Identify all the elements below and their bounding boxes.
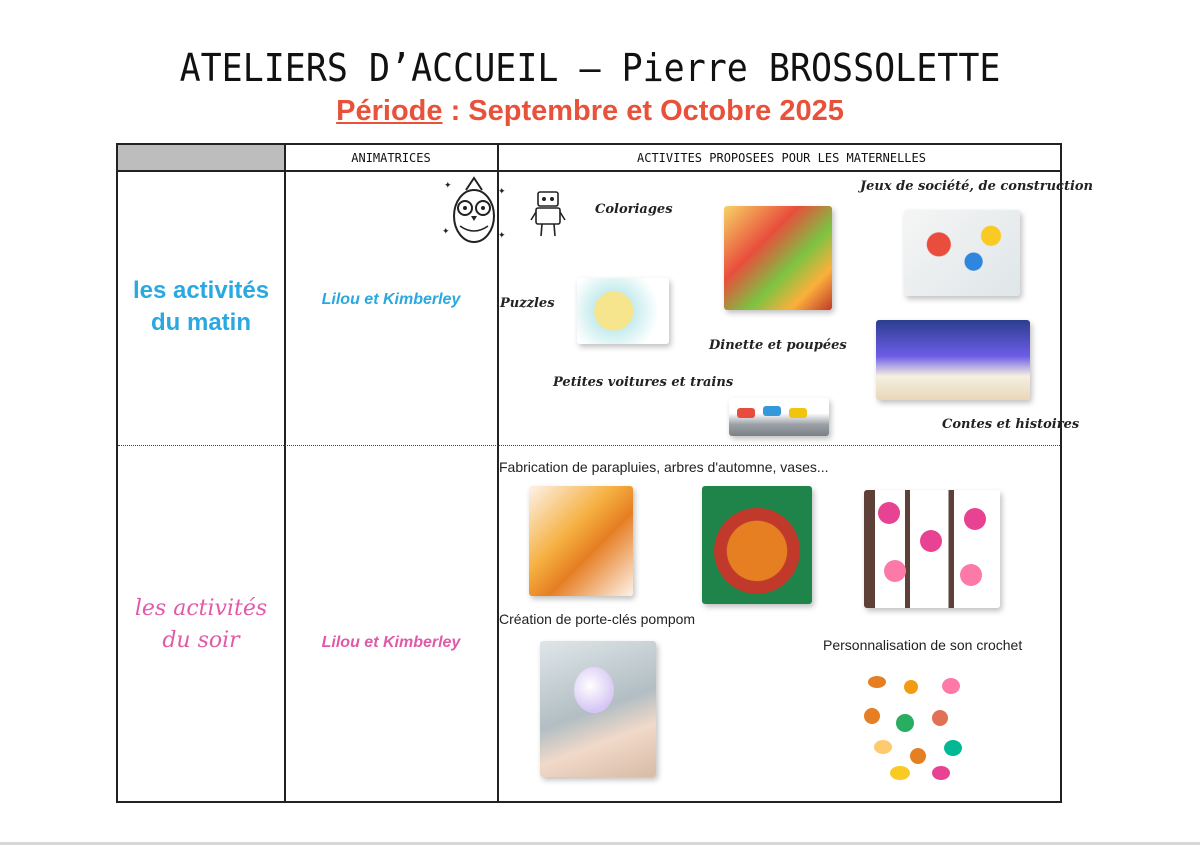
voitures-photo <box>729 398 829 436</box>
period-subtitle <box>0 95 1180 128</box>
header-animatrices: ANIMATRICES <box>351 151 431 165</box>
period-dates: : Septembre et Octobre 2025 <box>442 95 844 127</box>
header-divider <box>118 170 1060 172</box>
caption-contes: Contes et histoires <box>942 417 1080 432</box>
header-activites: ACTIVITES PROPOSEES POUR LES MATERNELLES <box>637 151 926 165</box>
morning-label-line1: les activités <box>132 277 270 304</box>
morning-label <box>118 275 284 339</box>
row-divider <box>118 445 1060 446</box>
caption-crochet: Personnalisation de son crochet <box>823 637 1023 653</box>
contes-photo <box>876 320 1030 400</box>
page-title: ATELIERS D’ACCUEIL – Pierre BROSSOLETTE <box>179 46 1001 90</box>
svg-text:✦: ✦ <box>498 186 506 196</box>
svg-text:✦: ✦ <box>444 180 452 190</box>
umbrella-craft-photo <box>529 486 633 596</box>
robot-illustration <box>530 188 566 238</box>
puzzle-photo <box>577 278 669 344</box>
caption-jeux: Jeux de société, de construction <box>860 179 1094 194</box>
morning-animatrices: Lilou et Kimberley <box>321 291 461 308</box>
svg-text:✦: ✦ <box>498 230 506 240</box>
caption-voitures: Petites voitures et trains <box>553 375 734 390</box>
evening-label <box>118 593 284 657</box>
header-empty-cell <box>118 145 284 170</box>
scan-edge <box>0 842 1200 845</box>
vases-craft-photo <box>864 490 1000 608</box>
autumn-tree-photo <box>702 486 812 604</box>
caption-porte-cles: Création de porte-clés pompom <box>499 611 696 627</box>
owl-illustration <box>440 176 508 246</box>
period-label: Période <box>336 95 443 127</box>
pompom-keychain-photo <box>540 641 656 777</box>
morning-label-line2: du matin <box>151 309 251 336</box>
svg-text:✦: ✦ <box>442 226 450 236</box>
dinette-photo <box>724 206 832 310</box>
caption-coloriages: Coloriages <box>595 202 673 217</box>
evening-label-line2: du soir <box>162 628 240 653</box>
caption-puzzles: Puzzles <box>500 296 555 311</box>
evening-label-line1: les activités <box>134 596 268 621</box>
evening-animatrices: Lilou et Kimberley <box>321 634 461 651</box>
construction-photo <box>904 210 1020 296</box>
caption-fabrication: Fabrication de parapluies, arbres d'automne, vases... <box>499 459 829 475</box>
crochet-stickers-illustration <box>856 670 976 788</box>
caption-dinette: Dinette et poupées <box>709 338 847 353</box>
col-divider-1 <box>284 145 286 801</box>
